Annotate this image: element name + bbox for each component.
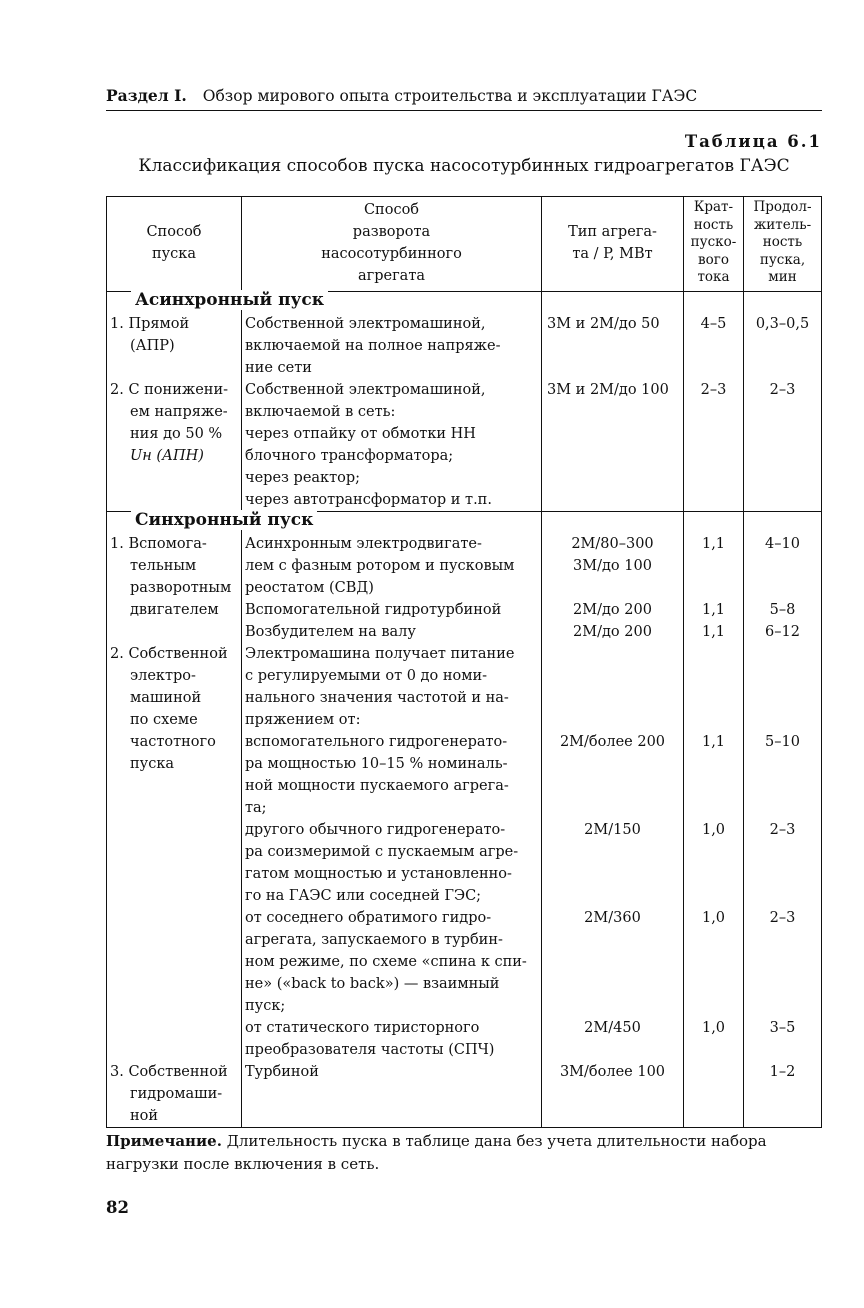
sync2-description-line: агрегата, запускаемого в турбин- bbox=[245, 932, 503, 948]
row2-method-line: ния до 50 % bbox=[130, 426, 223, 442]
sync1-current-ratio-line: 1,1 bbox=[701, 624, 726, 640]
running-head-section: Раздел I. bbox=[106, 86, 187, 105]
sync3-method-line: 3. Собственной bbox=[110, 1064, 228, 1080]
header-unit-type bbox=[542, 221, 683, 265]
sync2-sub1-current-ratio: 1,1 bbox=[701, 734, 726, 750]
section-heading-async: Асинхронный пуск bbox=[131, 290, 328, 310]
sync2-method-line: по схеме bbox=[130, 712, 198, 728]
spacer bbox=[744, 555, 821, 599]
sync2-description-line: пуск; bbox=[245, 998, 286, 1014]
sync1-current-ratio-line: 1,1 bbox=[701, 536, 726, 552]
col-divider-3 bbox=[683, 197, 684, 1127]
sync1-duration-line: 6–12 bbox=[765, 624, 800, 640]
row1-description bbox=[245, 313, 539, 379]
header-current-ratio-line: пуско- bbox=[690, 234, 737, 250]
sync1-description-line: реостатом (СВД) bbox=[245, 580, 374, 596]
sync2-description-line: другого обычного гидрогенерато- bbox=[245, 822, 506, 838]
header-method bbox=[107, 221, 241, 265]
row2-description-line: через отпайку от обмотки НН bbox=[245, 426, 476, 442]
table-number: Таблица 6.1 bbox=[684, 132, 822, 151]
note-text: Длительность пуска в таблице дана без учета длительности набора нагрузки после включения в сеть. bbox=[106, 1132, 767, 1173]
sync2-sub2-current-ratio: 1,0 bbox=[701, 822, 726, 838]
header-description-line: агрегата bbox=[357, 268, 425, 284]
sync1-description-line: лем с фазным ротором и пусковым bbox=[245, 558, 515, 574]
sync2-description-line: ном режиме, по схеме «спина к спи- bbox=[245, 954, 527, 970]
sync2-sub4-unit-type: 2М/450 bbox=[584, 1020, 641, 1036]
sync2-description-line: ной мощности пускаемого агрега- bbox=[245, 778, 509, 794]
sync1-duration-line: 5–8 bbox=[769, 602, 796, 618]
sync2-sub4-current-ratio: 1,0 bbox=[701, 1020, 726, 1036]
sync2-description-line: Электромашина получает питание bbox=[245, 646, 515, 662]
spacer bbox=[684, 555, 743, 599]
row1-method-line: (АПР) bbox=[130, 338, 175, 354]
row1-method bbox=[110, 313, 189, 357]
sync1-description-line: Вспомогательной гидротурбиной bbox=[245, 602, 502, 618]
row2-method bbox=[110, 379, 240, 467]
header-duration-line: Продол- bbox=[753, 199, 812, 215]
header-current-ratio-line: тока bbox=[697, 269, 730, 285]
row2-description bbox=[245, 379, 539, 511]
sync3-method bbox=[110, 1061, 228, 1127]
sync2-method-line: пуска bbox=[130, 756, 175, 772]
sync2-description bbox=[245, 643, 539, 1061]
row2-description-line: через реактор; bbox=[245, 470, 361, 486]
header-current-ratio bbox=[684, 199, 743, 287]
sync1-unit-type bbox=[542, 533, 683, 643]
sync2-sub4-duration: 3–5 bbox=[769, 1020, 796, 1036]
sync3-method-line: гидромаши- bbox=[130, 1086, 223, 1102]
row2-description-line: блочного трансформатора; bbox=[245, 448, 454, 464]
row2-description-line: включаемой в сеть: bbox=[245, 404, 396, 420]
row2-duration: 2–3 bbox=[769, 382, 796, 398]
sync1-description bbox=[245, 533, 539, 643]
sync1-method bbox=[110, 533, 231, 621]
running-head-title: Обзор мирового опыта строительства и эксплуатации ГАЭС bbox=[202, 87, 698, 105]
sync2-description-line: та; bbox=[245, 800, 267, 816]
header-description-line: насосотурбинного bbox=[321, 246, 462, 262]
sync2-method-line: электро- bbox=[130, 668, 196, 684]
sync2-sub3-unit-type: 2М/360 bbox=[584, 910, 641, 926]
sync2-description-line: го на ГАЭС или соседней ГЭС; bbox=[245, 888, 482, 904]
section-heading-sync: Синхронный пуск bbox=[131, 510, 317, 530]
sync1-method-line: 1. Вспомога- bbox=[110, 536, 207, 552]
sync1-unit-type-line: 2М/80–300 bbox=[571, 536, 654, 552]
row2-unit-type: 3М и 2М/до 100 bbox=[547, 382, 669, 398]
page-number: 82 bbox=[106, 1198, 129, 1217]
row1-description-line: ние сети bbox=[245, 360, 312, 376]
header-duration-line: житель- bbox=[753, 216, 812, 233]
sync2-method bbox=[110, 643, 228, 775]
sync3-method-line: ной bbox=[130, 1108, 159, 1124]
sync2-description-line: гатом мощностью и установленно- bbox=[245, 866, 512, 882]
sync2-sub1-unit-type: 2М/более 200 bbox=[559, 734, 666, 750]
header-duration bbox=[744, 199, 821, 287]
sync1-method-line: тельным bbox=[130, 558, 197, 574]
sync2-sub3-duration: 2–3 bbox=[769, 910, 796, 926]
sync1-duration bbox=[744, 533, 821, 643]
header-current-ratio-line: Крат- bbox=[693, 199, 734, 215]
sync2-description-line: от соседнего обратимого гидро- bbox=[245, 910, 492, 926]
table-note bbox=[106, 1130, 822, 1176]
row1-description-line: Собственной электромашиной, bbox=[245, 316, 486, 332]
header-description-line: Способ bbox=[363, 202, 420, 218]
sync2-description-line: ра соизмеримой с пускаемым агре- bbox=[245, 844, 519, 860]
sync2-sub1-duration: 5–10 bbox=[765, 734, 800, 750]
sync2-description-line: нального значения частотой и на- bbox=[245, 690, 509, 706]
sync1-unit-type-line: 2М/до 200 bbox=[573, 602, 652, 618]
header-duration-line: ность bbox=[762, 234, 803, 250]
sync1-method-line: двигателем bbox=[130, 602, 219, 618]
row1-description-line: включаемой на полное напряже- bbox=[245, 338, 501, 354]
header-description-line: разворота bbox=[352, 224, 431, 240]
row2-description-line: через автотрансформатор и т.п. bbox=[245, 492, 492, 508]
sync2-sub3-current-ratio: 1,0 bbox=[701, 910, 726, 926]
sync2-method-line: 2. Собственной bbox=[110, 646, 228, 662]
sync2-sub2-duration: 2–3 bbox=[769, 822, 796, 838]
row1-unit-type: 3М и 2М/до 50 bbox=[547, 316, 660, 332]
sync1-method-line: разворотным bbox=[130, 580, 232, 596]
sync1-unit-type-line: 2М/до 200 bbox=[573, 624, 652, 640]
row2-method-line: Uн (АПН) bbox=[130, 448, 204, 464]
header-method-line: пуска bbox=[151, 246, 197, 262]
row2-description-line: Собственной электромашиной, bbox=[245, 382, 486, 398]
row1-duration: 0,3–0,5 bbox=[755, 316, 810, 332]
header-duration-line: мин bbox=[768, 269, 797, 285]
header-duration-line: пуска, bbox=[759, 251, 806, 268]
header-current-ratio-line: вого bbox=[698, 251, 729, 268]
classification-table bbox=[106, 196, 822, 1128]
note-label: Примечание. bbox=[106, 1132, 222, 1150]
sync3-duration: 1–2 bbox=[769, 1064, 796, 1080]
header-unit-type-line: Тип агрега- bbox=[568, 224, 657, 240]
header-description bbox=[242, 199, 541, 287]
row1-method-line: 1. Прямой bbox=[110, 316, 190, 332]
sync3-unit-type: 3М/более 100 bbox=[559, 1064, 666, 1080]
col-divider-4 bbox=[743, 197, 744, 1127]
sync1-current-ratio-line: 1,1 bbox=[701, 602, 726, 618]
row2-method-line: ем напряже- bbox=[130, 404, 228, 420]
col-divider-2 bbox=[541, 197, 542, 1127]
sync3-description: Турбиной bbox=[245, 1064, 319, 1080]
sync1-duration-line: 4–10 bbox=[765, 536, 800, 552]
sync1-description-line: Возбудителем на валу bbox=[245, 624, 416, 640]
table-title: Классификация способов пуска насосотурбинных гидроагрегатов ГАЭС bbox=[138, 156, 790, 176]
col-divider-1 bbox=[241, 197, 242, 1127]
sync2-description-line: вспомогательного гидрогенерато- bbox=[245, 734, 508, 750]
sync2-description-line: не» («back to back») — взаимный bbox=[245, 976, 500, 992]
head-rule bbox=[106, 110, 822, 111]
sync1-current-ratio bbox=[684, 533, 743, 643]
row2-method-line: 2. С понижени- bbox=[110, 382, 229, 398]
row2-current-ratio: 2–3 bbox=[700, 382, 727, 398]
header-unit-type-line: та / P, МВт bbox=[572, 246, 653, 262]
header-method-line: Способ bbox=[146, 224, 202, 240]
sync2-description-line: с регулируемыми от 0 до номи- bbox=[245, 668, 488, 684]
row1-current-ratio: 4–5 bbox=[700, 316, 727, 332]
sync2-description-line: преобразователя частоты (СПЧ) bbox=[245, 1042, 495, 1058]
spacer bbox=[542, 577, 683, 599]
sync2-description-line: пряжением от: bbox=[245, 712, 361, 728]
header-current-ratio-line: ность bbox=[693, 216, 734, 233]
sync2-description-line: ра мощностью 10–15 % номиналь- bbox=[245, 756, 508, 772]
sync2-method-line: частотного bbox=[130, 734, 216, 750]
sync1-description-line: Асинхронным электродвигате- bbox=[245, 536, 482, 552]
sync2-sub2-unit-type: 2М/150 bbox=[584, 822, 641, 838]
sync2-method-line: машиной bbox=[130, 690, 202, 706]
running-head bbox=[106, 86, 822, 105]
sync1-unit-type-line: 3М/до 100 bbox=[573, 558, 652, 574]
sync2-description-line: от статического тиристорного bbox=[245, 1020, 480, 1036]
